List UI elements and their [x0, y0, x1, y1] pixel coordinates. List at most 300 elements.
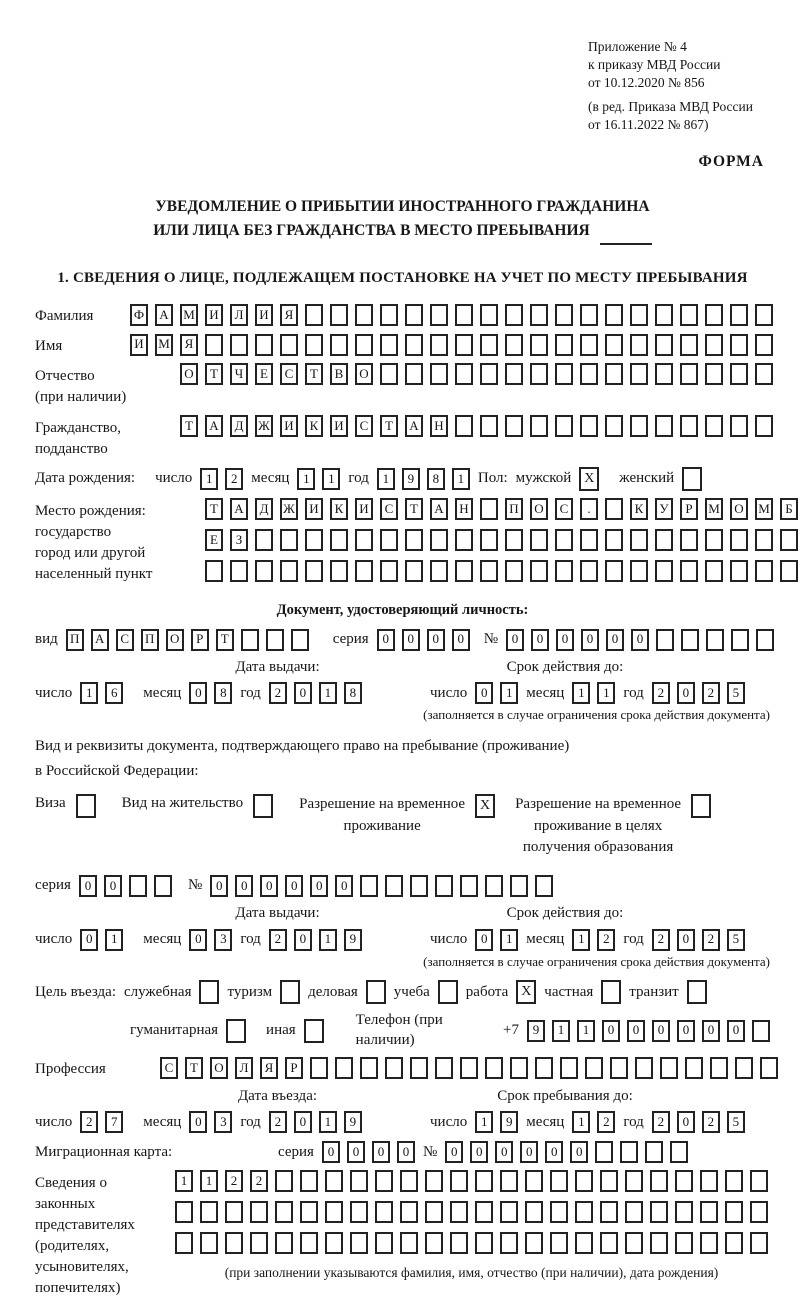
cell-box[interactable] — [330, 529, 348, 551]
cell-box[interactable] — [480, 529, 498, 551]
cell-box[interactable] — [705, 334, 723, 356]
cell-box[interactable]: Л — [235, 1057, 253, 1079]
cell-box[interactable]: А — [91, 629, 109, 651]
checkbox-private[interactable] — [601, 980, 621, 1004]
cell-box[interactable]: 0 — [702, 1020, 720, 1042]
cell-box[interactable] — [625, 1201, 643, 1223]
cell-box[interactable]: А — [230, 498, 248, 520]
cell-box[interactable] — [525, 1232, 543, 1254]
cell-box[interactable] — [730, 304, 748, 326]
cell-box[interactable] — [380, 529, 398, 551]
cell-box[interactable]: Л — [230, 304, 248, 326]
cell-box[interactable]: Т — [180, 415, 198, 437]
cell-box[interactable] — [580, 560, 598, 582]
cell-box[interactable] — [310, 1057, 328, 1079]
cell-box[interactable]: Д — [255, 498, 273, 520]
cell-box[interactable] — [700, 1232, 718, 1254]
cell-box[interactable]: М — [180, 304, 198, 326]
cell-box[interactable] — [450, 1201, 468, 1223]
checkbox-business[interactable] — [366, 980, 386, 1004]
cell-box[interactable]: 0 — [372, 1141, 390, 1163]
cell-box[interactable]: 0 — [427, 629, 445, 651]
cell-box[interactable] — [425, 1201, 443, 1223]
cell-box[interactable] — [430, 560, 448, 582]
cell-box[interactable] — [480, 304, 498, 326]
cell-box[interactable]: 1 — [319, 929, 337, 951]
cell-box[interactable] — [755, 529, 773, 551]
cell-box[interactable]: 2 — [269, 1111, 287, 1133]
cell-box[interactable]: Т — [205, 498, 223, 520]
cell-box[interactable]: С — [116, 629, 134, 651]
cell-box[interactable]: С — [355, 415, 373, 437]
cell-box[interactable] — [455, 529, 473, 551]
cell-box[interactable] — [630, 334, 648, 356]
cell-box[interactable]: 0 — [397, 1141, 415, 1163]
cell-box[interactable]: И — [330, 415, 348, 437]
checkbox-temp-residence[interactable]: X — [475, 794, 495, 818]
cell-box[interactable] — [605, 304, 623, 326]
cell-box[interactable] — [755, 304, 773, 326]
cell-box[interactable] — [480, 363, 498, 385]
cell-box[interactable] — [455, 560, 473, 582]
cell-box[interactable]: 0 — [294, 929, 312, 951]
cell-box[interactable] — [300, 1232, 318, 1254]
cell-box[interactable] — [485, 875, 503, 897]
cell-box[interactable] — [730, 334, 748, 356]
cell-box[interactable] — [755, 415, 773, 437]
cell-box[interactable] — [680, 529, 698, 551]
cell-box[interactable] — [325, 1170, 343, 1192]
cell-box[interactable]: Т — [205, 363, 223, 385]
cell-box[interactable] — [430, 304, 448, 326]
cell-box[interactable] — [280, 529, 298, 551]
cell-box[interactable] — [555, 334, 573, 356]
cell-box[interactable] — [600, 1201, 618, 1223]
cell-box[interactable]: С — [555, 498, 573, 520]
cell-box[interactable] — [755, 363, 773, 385]
cell-box[interactable] — [705, 363, 723, 385]
cell-box[interactable]: Т — [305, 363, 323, 385]
cell-box[interactable] — [670, 1141, 688, 1163]
cell-box[interactable] — [405, 560, 423, 582]
cell-box[interactable] — [700, 1201, 718, 1223]
cell-box[interactable] — [680, 363, 698, 385]
cell-box[interactable] — [575, 1232, 593, 1254]
checkbox-male[interactable]: X — [579, 467, 599, 491]
cell-box[interactable] — [435, 875, 453, 897]
cell-box[interactable] — [625, 1170, 643, 1192]
cell-box[interactable] — [275, 1232, 293, 1254]
cell-box[interactable] — [550, 1232, 568, 1254]
cell-box[interactable] — [730, 363, 748, 385]
cell-box[interactable] — [730, 560, 748, 582]
cell-box[interactable] — [656, 629, 674, 651]
cell-box[interactable]: А — [205, 415, 223, 437]
cell-box[interactable]: И — [280, 415, 298, 437]
cell-box[interactable] — [350, 1170, 368, 1192]
cell-box[interactable] — [291, 629, 309, 651]
cell-box[interactable]: 8 — [427, 468, 445, 490]
cell-box[interactable] — [705, 304, 723, 326]
cell-box[interactable] — [681, 629, 699, 651]
cell-box[interactable] — [555, 415, 573, 437]
cell-box[interactable] — [280, 560, 298, 582]
cell-box[interactable]: У — [655, 498, 673, 520]
cell-box[interactable] — [750, 1170, 768, 1192]
cell-box[interactable] — [580, 334, 598, 356]
cell-box[interactable] — [385, 875, 403, 897]
cell-box[interactable] — [530, 529, 548, 551]
cell-box[interactable] — [385, 1057, 403, 1079]
cell-box[interactable]: П — [505, 498, 523, 520]
cell-box[interactable]: 1 — [572, 929, 590, 951]
cell-box[interactable] — [500, 1232, 518, 1254]
cell-box[interactable]: 3 — [214, 1111, 232, 1133]
cell-box[interactable] — [780, 560, 798, 582]
checkbox-temp-residence-education[interactable] — [691, 794, 711, 818]
cell-box[interactable] — [500, 1201, 518, 1223]
cell-box[interactable] — [575, 1170, 593, 1192]
cell-box[interactable] — [410, 875, 428, 897]
cell-box[interactable] — [205, 560, 223, 582]
cell-box[interactable] — [505, 560, 523, 582]
cell-box[interactable] — [675, 1201, 693, 1223]
cell-box[interactable] — [405, 529, 423, 551]
cell-box[interactable] — [752, 1020, 770, 1042]
cell-box[interactable]: 2 — [269, 929, 287, 951]
cell-box[interactable]: 1 — [572, 1111, 590, 1133]
cell-box[interactable] — [350, 1201, 368, 1223]
cell-box[interactable] — [655, 304, 673, 326]
cell-box[interactable] — [605, 334, 623, 356]
cell-box[interactable]: 2 — [702, 1111, 720, 1133]
cell-box[interactable]: Т — [405, 498, 423, 520]
cell-box[interactable]: 0 — [606, 629, 624, 651]
cell-box[interactable] — [760, 1057, 778, 1079]
checkbox-humanitarian[interactable] — [226, 1019, 246, 1043]
cell-box[interactable] — [735, 1057, 753, 1079]
cell-box[interactable] — [300, 1201, 318, 1223]
cell-box[interactable]: Р — [191, 629, 209, 651]
cell-box[interactable] — [705, 529, 723, 551]
cell-box[interactable] — [480, 560, 498, 582]
cell-box[interactable] — [655, 415, 673, 437]
cell-box[interactable]: И — [255, 304, 273, 326]
cell-box[interactable]: Ч — [230, 363, 248, 385]
cell-box[interactable] — [580, 415, 598, 437]
cell-box[interactable]: 1 — [200, 1170, 218, 1192]
cell-box[interactable] — [425, 1232, 443, 1254]
cell-box[interactable]: Ж — [280, 498, 298, 520]
cell-box[interactable]: О — [730, 498, 748, 520]
cell-box[interactable] — [305, 560, 323, 582]
cell-box[interactable]: О — [355, 363, 373, 385]
cell-box[interactable]: 1 — [200, 468, 218, 490]
cell-box[interactable] — [505, 363, 523, 385]
cell-box[interactable] — [725, 1201, 743, 1223]
cell-box[interactable] — [555, 560, 573, 582]
checkbox-visa[interactable] — [76, 794, 96, 818]
cell-box[interactable] — [505, 304, 523, 326]
cell-box[interactable]: 9 — [344, 1111, 362, 1133]
cell-box[interactable]: Б — [780, 498, 798, 520]
cell-box[interactable]: 0 — [402, 629, 420, 651]
cell-box[interactable]: 0 — [189, 1111, 207, 1133]
cell-box[interactable] — [335, 1057, 353, 1079]
cell-box[interactable] — [630, 363, 648, 385]
cell-box[interactable] — [266, 629, 284, 651]
cell-box[interactable]: 9 — [527, 1020, 545, 1042]
cell-box[interactable] — [430, 529, 448, 551]
cell-box[interactable] — [350, 1232, 368, 1254]
cell-box[interactable] — [650, 1170, 668, 1192]
cell-box[interactable] — [685, 1057, 703, 1079]
cell-box[interactable]: 8 — [214, 682, 232, 704]
cell-box[interactable]: 0 — [294, 1111, 312, 1133]
cell-box[interactable]: Ф — [130, 304, 148, 326]
cell-box[interactable]: 0 — [285, 875, 303, 897]
cell-box[interactable] — [530, 304, 548, 326]
cell-box[interactable] — [730, 529, 748, 551]
cell-box[interactable]: 2 — [597, 1111, 615, 1133]
cell-box[interactable] — [705, 560, 723, 582]
cell-box[interactable]: О — [210, 1057, 228, 1079]
cell-box[interactable] — [620, 1141, 638, 1163]
cell-box[interactable] — [635, 1057, 653, 1079]
cell-box[interactable]: 0 — [570, 1141, 588, 1163]
cell-box[interactable] — [630, 529, 648, 551]
cell-box[interactable]: 0 — [475, 682, 493, 704]
cell-box[interactable] — [200, 1232, 218, 1254]
cell-box[interactable] — [300, 1170, 318, 1192]
cell-box[interactable]: Ж — [255, 415, 273, 437]
cell-box[interactable]: В — [330, 363, 348, 385]
cell-box[interactable] — [275, 1201, 293, 1223]
cell-box[interactable]: 0 — [581, 629, 599, 651]
cell-box[interactable] — [460, 1057, 478, 1079]
checkbox-tourism[interactable] — [280, 980, 300, 1004]
cell-box[interactable]: 2 — [225, 1170, 243, 1192]
cell-box[interactable]: 2 — [269, 682, 287, 704]
cell-box[interactable]: 0 — [677, 1111, 695, 1133]
cell-box[interactable] — [305, 304, 323, 326]
cell-box[interactable] — [205, 334, 223, 356]
checkbox-female[interactable] — [682, 467, 702, 491]
cell-box[interactable] — [750, 1232, 768, 1254]
cell-box[interactable] — [700, 1170, 718, 1192]
cell-box[interactable]: Т — [380, 415, 398, 437]
cell-box[interactable]: К — [330, 498, 348, 520]
cell-box[interactable] — [360, 1057, 378, 1079]
cell-box[interactable] — [200, 1201, 218, 1223]
cell-box[interactable] — [325, 1201, 343, 1223]
cell-box[interactable]: М — [155, 334, 173, 356]
cell-box[interactable] — [730, 415, 748, 437]
cell-box[interactable] — [375, 1232, 393, 1254]
cell-box[interactable] — [435, 1057, 453, 1079]
cell-box[interactable] — [225, 1201, 243, 1223]
cell-box[interactable]: 1 — [475, 1111, 493, 1133]
cell-box[interactable] — [555, 304, 573, 326]
cell-box[interactable]: 0 — [322, 1141, 340, 1163]
cell-box[interactable]: 0 — [260, 875, 278, 897]
cell-box[interactable] — [680, 560, 698, 582]
cell-box[interactable]: Р — [680, 498, 698, 520]
cell-box[interactable] — [255, 529, 273, 551]
cell-box[interactable] — [725, 1170, 743, 1192]
cell-box[interactable] — [630, 560, 648, 582]
cell-box[interactable]: 1 — [500, 929, 518, 951]
cell-box[interactable]: К — [305, 415, 323, 437]
cell-box[interactable] — [275, 1170, 293, 1192]
cell-box[interactable] — [655, 363, 673, 385]
cell-box[interactable]: И — [305, 498, 323, 520]
cell-box[interactable]: 0 — [727, 1020, 745, 1042]
cell-box[interactable]: 0 — [520, 1141, 538, 1163]
cell-box[interactable]: 0 — [445, 1141, 463, 1163]
cell-box[interactable] — [755, 560, 773, 582]
cell-box[interactable]: . — [580, 498, 598, 520]
cell-box[interactable]: Р — [285, 1057, 303, 1079]
cell-box[interactable] — [605, 415, 623, 437]
cell-box[interactable] — [625, 1232, 643, 1254]
cell-box[interactable] — [555, 529, 573, 551]
cell-box[interactable] — [655, 334, 673, 356]
cell-box[interactable]: 1 — [572, 682, 590, 704]
cell-box[interactable]: 0 — [677, 929, 695, 951]
cell-box[interactable] — [430, 363, 448, 385]
checkbox-other[interactable] — [304, 1019, 324, 1043]
cell-box[interactable]: И — [205, 304, 223, 326]
cell-box[interactable]: 1 — [377, 468, 395, 490]
cell-box[interactable]: 0 — [627, 1020, 645, 1042]
cell-box[interactable] — [405, 363, 423, 385]
cell-box[interactable]: 0 — [377, 629, 395, 651]
cell-box[interactable]: О — [166, 629, 184, 651]
cell-box[interactable] — [550, 1170, 568, 1192]
cell-box[interactable]: М — [705, 498, 723, 520]
cell-box[interactable]: 0 — [310, 875, 328, 897]
cell-box[interactable]: 0 — [545, 1141, 563, 1163]
cell-box[interactable] — [480, 498, 498, 520]
cell-box[interactable] — [705, 415, 723, 437]
cell-box[interactable] — [355, 334, 373, 356]
cell-box[interactable]: А — [430, 498, 448, 520]
cell-box[interactable] — [380, 363, 398, 385]
cell-box[interactable] — [460, 875, 478, 897]
cell-box[interactable] — [175, 1201, 193, 1223]
cell-box[interactable]: 2 — [225, 468, 243, 490]
cell-box[interactable]: 9 — [402, 468, 420, 490]
cell-box[interactable]: 1 — [319, 1111, 337, 1133]
cell-box[interactable] — [560, 1057, 578, 1079]
cell-box[interactable] — [380, 560, 398, 582]
cell-box[interactable] — [375, 1201, 393, 1223]
cell-box[interactable]: 0 — [235, 875, 253, 897]
cell-box[interactable] — [455, 363, 473, 385]
cell-box[interactable]: 1 — [552, 1020, 570, 1042]
cell-box[interactable] — [450, 1232, 468, 1254]
cell-box[interactable] — [605, 529, 623, 551]
cell-box[interactable] — [756, 629, 774, 651]
cell-box[interactable] — [330, 334, 348, 356]
cell-box[interactable]: С — [280, 363, 298, 385]
cell-box[interactable] — [305, 334, 323, 356]
cell-box[interactable] — [725, 1232, 743, 1254]
cell-box[interactable]: И — [355, 498, 373, 520]
checkbox-official[interactable] — [199, 980, 219, 1004]
cell-box[interactable] — [510, 875, 528, 897]
cell-box[interactable] — [535, 875, 553, 897]
checkbox-work[interactable]: X — [516, 980, 536, 1004]
checkbox-transit[interactable] — [687, 980, 707, 1004]
cell-box[interactable]: Я — [180, 334, 198, 356]
cell-box[interactable] — [585, 1057, 603, 1079]
cell-box[interactable]: 5 — [727, 1111, 745, 1133]
cell-box[interactable] — [375, 1170, 393, 1192]
cell-box[interactable] — [650, 1232, 668, 1254]
cell-box[interactable]: П — [66, 629, 84, 651]
cell-box[interactable] — [380, 334, 398, 356]
cell-box[interactable] — [680, 334, 698, 356]
cell-box[interactable] — [675, 1232, 693, 1254]
cell-box[interactable] — [660, 1057, 678, 1079]
cell-box[interactable]: М — [755, 498, 773, 520]
cell-box[interactable]: 2 — [652, 1111, 670, 1133]
cell-box[interactable]: 0 — [556, 629, 574, 651]
cell-box[interactable] — [610, 1057, 628, 1079]
cell-box[interactable] — [535, 1057, 553, 1079]
cell-box[interactable]: 2 — [652, 682, 670, 704]
cell-box[interactable] — [505, 415, 523, 437]
cell-box[interactable] — [755, 334, 773, 356]
cell-box[interactable]: А — [405, 415, 423, 437]
cell-box[interactable] — [485, 1057, 503, 1079]
cell-box[interactable] — [475, 1232, 493, 1254]
cell-box[interactable]: 2 — [702, 682, 720, 704]
cell-box[interactable] — [505, 529, 523, 551]
cell-box[interactable] — [455, 334, 473, 356]
cell-box[interactable] — [710, 1057, 728, 1079]
cell-box[interactable] — [305, 529, 323, 551]
cell-box[interactable]: 1 — [500, 682, 518, 704]
cell-box[interactable]: 2 — [597, 929, 615, 951]
cell-box[interactable]: 2 — [80, 1111, 98, 1133]
cell-box[interactable] — [330, 304, 348, 326]
cell-box[interactable]: 1 — [105, 929, 123, 951]
cell-box[interactable] — [450, 1170, 468, 1192]
cell-box[interactable] — [330, 560, 348, 582]
cell-box[interactable]: 0 — [189, 929, 207, 951]
cell-box[interactable] — [530, 560, 548, 582]
cell-box[interactable] — [400, 1201, 418, 1223]
cell-box[interactable]: Т — [185, 1057, 203, 1079]
cell-box[interactable]: Д — [230, 415, 248, 437]
cell-box[interactable] — [325, 1232, 343, 1254]
cell-box[interactable] — [600, 1170, 618, 1192]
cell-box[interactable] — [475, 1170, 493, 1192]
cell-box[interactable] — [475, 1201, 493, 1223]
cell-box[interactable]: С — [160, 1057, 178, 1079]
checkbox-residence-permit[interactable] — [253, 794, 273, 818]
cell-box[interactable] — [605, 560, 623, 582]
cell-box[interactable] — [355, 560, 373, 582]
cell-box[interactable] — [675, 1170, 693, 1192]
cell-box[interactable]: 0 — [506, 629, 524, 651]
cell-box[interactable]: 7 — [105, 1111, 123, 1133]
cell-box[interactable]: 0 — [652, 1020, 670, 1042]
cell-box[interactable] — [550, 1201, 568, 1223]
